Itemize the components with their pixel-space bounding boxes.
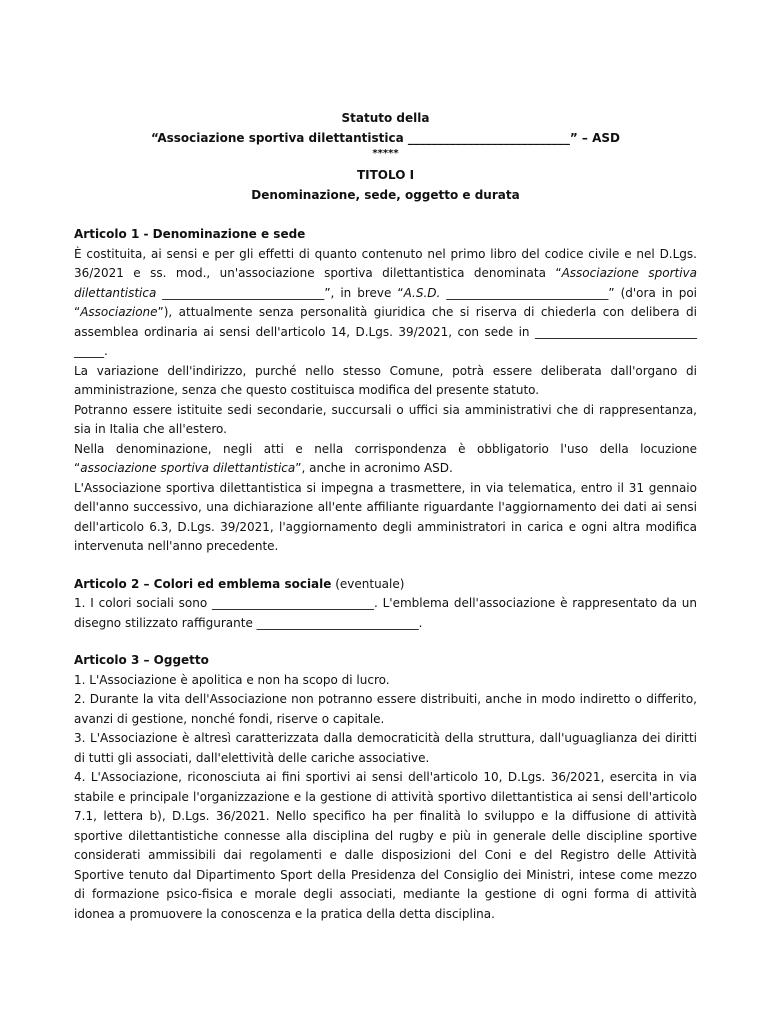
article-3-paragraph-3: 3. L'Associazione è altresì caratterizzata dalla democraticità della struttura, dall'uguaglianza dei diritti di tutti gli associati, dall'elettività delle cariche associative. [74, 731, 697, 765]
title-subtitle: Denominazione, sede, oggetto e durata [251, 187, 520, 202]
article-3-paragraph-4: 4. L'Associazione, riconosciuta ai fini sportivi ai sensi dell'articolo 10, D.Lgs. 36/2021, esercita in via stabile e principale l'organizzazione e la gestione di attività sportivo dilettantistica ai sensi dell'articolo 7.1, lettera b), D.Lgs. 36/2021. Nello specifico ha per finalità lo sviluppo e la diffusione di attività sportive dilettantistiche connesse alla disciplina del rugby e più in generale delle discipline sportive considerati ammissibili dai regolamenti e dalle disposizioni del Coni e del Registro delle Attività Sportive tenuto dal Dipartimento Sport della Presidenza del Consiglio dei Ministri, intese come mezzo di formazione psico-fisica e morale degli associati, mediante la gestione di ogni forma di attività idonea a promuovere la conoscenza e la pratica della detta disciplina. [74, 770, 697, 921]
article-1-paragraph-2: La variazione dell'indirizzo, purché nello stesso Comune, potrà essere deliberata dall'organo di amministrazione, senza che questo costituisca modifica del presente statuto. [74, 363, 697, 397]
article-2-title: Articolo 2 – Colori ed emblema sociale (eventuale) [74, 576, 405, 591]
article-1-paragraph-4: Nella denominazione, negli atti e nella corrispondenza è obbligatorio l'uso della locuzione “associazione sportiva dilettantistica”, anche in acronimo ASD. [74, 441, 697, 475]
association-name-heading: “Associazione sportiva dilettantistica ___________________________” – ASD [151, 130, 620, 145]
article-1-paragraph-3: Potranno essere istituite sedi secondarie, succursali o uffici sia amministrativi che di rappresentanza, sia in Italia che all'estero. [74, 402, 697, 436]
article-3-paragraph-1: 1. L'Associazione è apolitica e non ha scopo di lucro. [74, 672, 390, 687]
article-2-paragraph-1: 1. I colori sociali sono ___________________________. L'emblema dell'associazione è rappresentato da un disegno stilizzato raffigurante ___________________________. [74, 596, 697, 630]
article-1-paragraph-1: È costituita, ai sensi e per gli effetti di quanto contenuto nel primo libro del codice civile e nel D.Lgs. 36/2021 e ss. mod., un'associazione sportiva dilettantistica denominata “Associazione sportiva dilettantistica ___________________________”, in breve “A.S.D. ___________________________” (d'ora in poi “Associazione”), attualmente senza personalità giuridica che si riserva di chiederla con delibera di assemblea ordinaria ai sensi dell'articolo 14, D.Lgs. 39/2021, con sede in ___________________________ _____. [74, 246, 697, 358]
article-3-title: Articolo 3 – Oggetto [74, 653, 209, 667]
statute-heading: Statuto della [341, 111, 430, 125]
article-1-title: Articolo 1 - Denominazione e sede [74, 227, 306, 241]
article-3-paragraph-2: 2. Durante la vita dell'Associazione non potranno essere distribuiti, anche in modo indiretto o differito, avanzi di gestione, nonché fondi, riserve o capitale. [74, 692, 697, 726]
title-number: TITOLO I [356, 168, 415, 182]
stars-separator: ***** [372, 148, 399, 159]
article-2-note: (eventuale) [331, 576, 405, 591]
article-1-paragraph-5: L'Associazione sportiva dilettantistica si impegna a trasmettere, in via telematica, entro il 31 gennaio dell'anno successivo, una dichiarazione all'ente affiliante riguardante l'aggiornamento dei dati ai sensi dell'articolo 6.3, D.Lgs. 39/2021, l'aggiornamento degli amministratori in carica e ogni altra modifica intervenuta nell'anno precedente. [74, 480, 697, 553]
